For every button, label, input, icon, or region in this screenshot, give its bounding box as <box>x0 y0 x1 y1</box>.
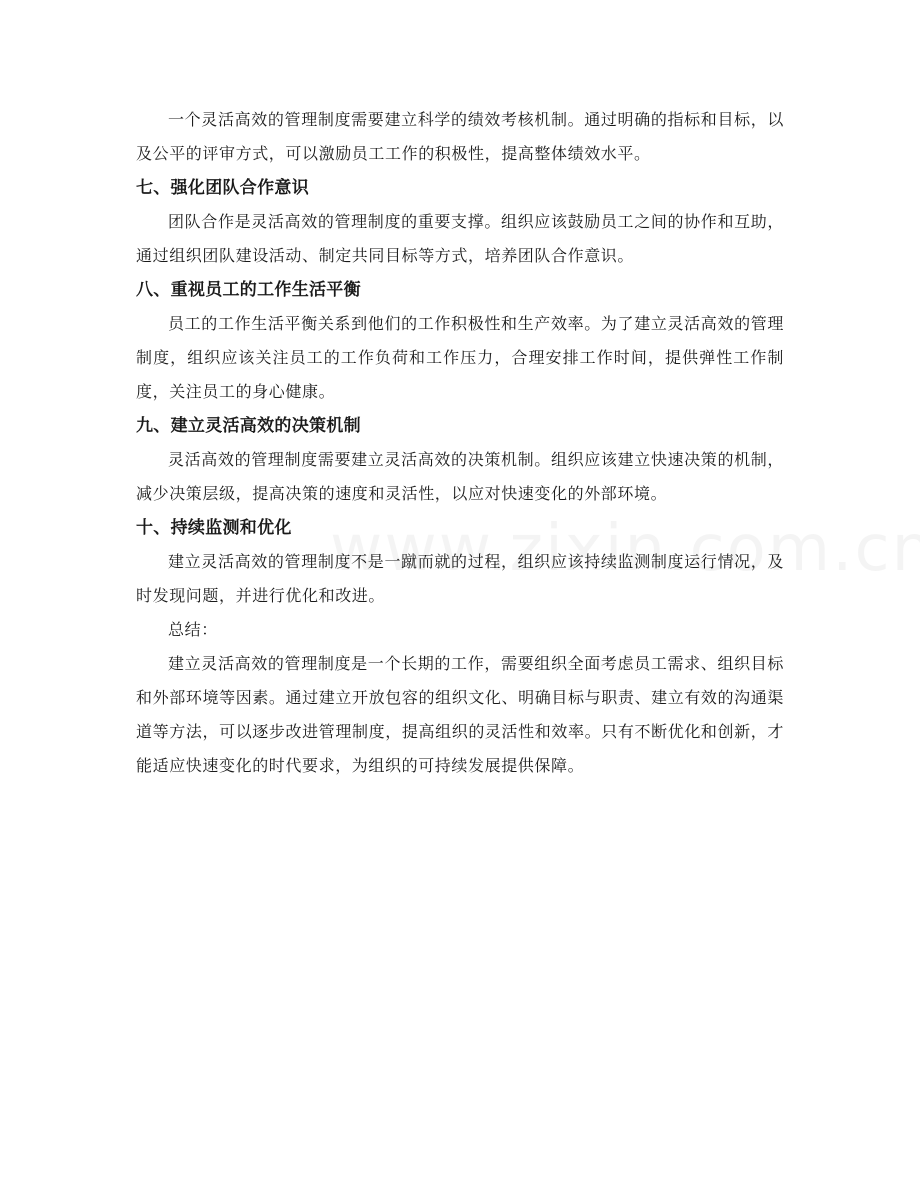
section-paragraph-7: 团队合作是灵活高效的管理制度的重要支撑。组织应该鼓励员工之间的协作和互助，通过组织团队建设活动、制定共同目标等方式，培养团队合作意识。 <box>136 212 784 265</box>
summary-label: 总结： <box>168 620 218 639</box>
intro-paragraph: 一个灵活高效的管理制度需要建立科学的绩效考核机制。通过明确的指标和目标，以及公平的评审方式，可以激励员工工作的积极性，提高整体绩效水平。 <box>136 110 784 163</box>
section-paragraph-8: 员工的工作生活平衡关系到他们的工作积极性和生产效率。为了建立灵活高效的管理制度，组织应该关注员工的工作负荷和工作压力，合理安排工作时间，提供弹性工作制度，关注员工的身心健康。 <box>136 314 784 401</box>
document-body <box>136 103 784 783</box>
section-paragraph-9: 灵活高效的管理制度需要建立灵活高效的决策机制。组织应该建立快速决策的机制，减少决策层级，提高决策的速度和灵活性，以应对快速变化的外部环境。 <box>136 450 784 503</box>
section-paragraph-10: 建立灵活高效的管理制度不是一蹴而就的过程，组织应该持续监测制度运行情况，及时发现问题，并进行优化和改进。 <box>136 552 784 605</box>
section-heading-7: 七、强化团队合作意识 <box>136 178 309 198</box>
section-heading-10: 十、持续监测和优化 <box>136 518 292 538</box>
summary-paragraph: 建立灵活高效的管理制度是一个长期的工作，需要组织全面考虑员工需求、组织目标和外部环境等因素。通过建立开放包容的组织文化、明确目标与职责、建立有效的沟通渠道等方法，可以逐步改进管理制度，提高组织的灵活性和效率。只有不断优化和创新，才能适应快速变化的时代要求，为组织的可持续发展提供保障。 <box>136 654 784 775</box>
section-heading-8: 八、重视员工的工作生活平衡 <box>136 280 361 300</box>
section-heading-9: 九、建立灵活高效的决策机制 <box>136 416 361 436</box>
